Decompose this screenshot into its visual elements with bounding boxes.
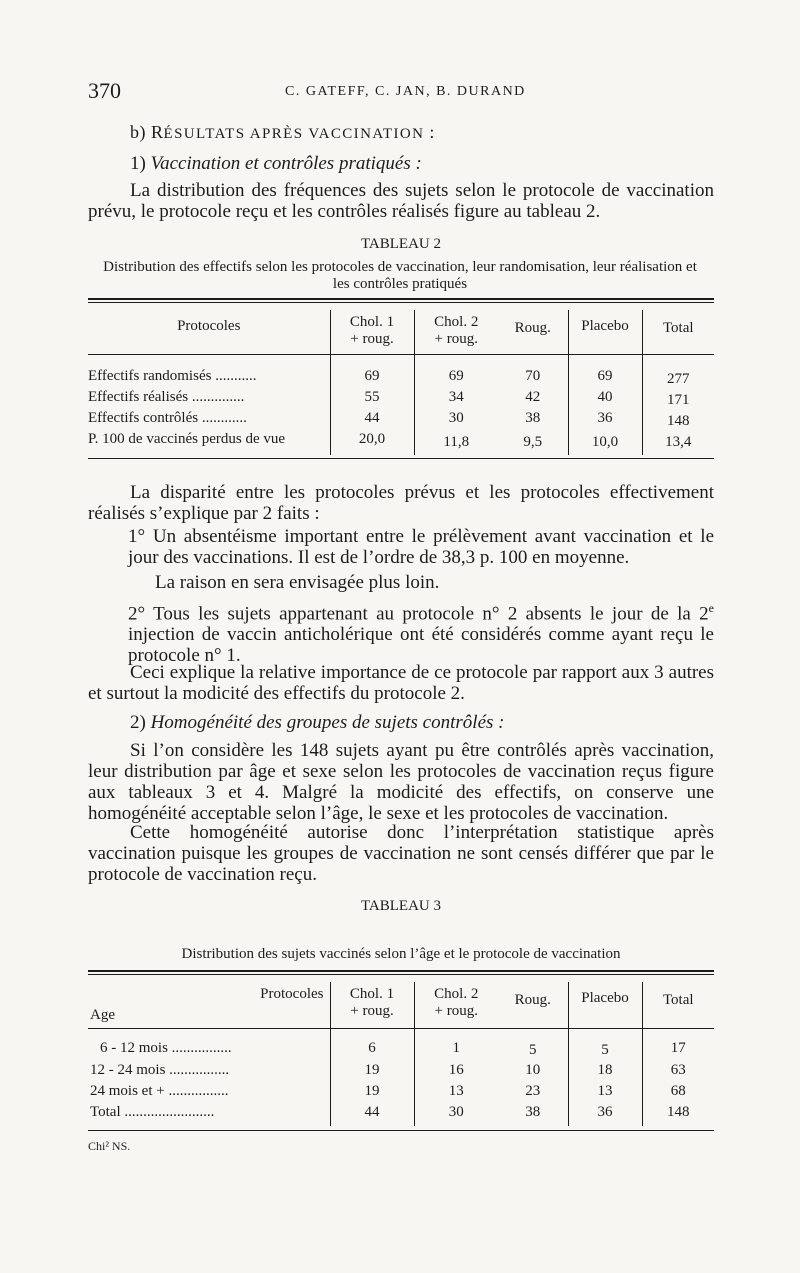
- table-2-row-label: Effectifs réalisés ..............: [88, 389, 245, 405]
- table-2-top-rule-2: [88, 302, 714, 303]
- table-3-header-col4: Placebo: [568, 982, 642, 1026]
- table-cell: 19: [330, 1062, 414, 1083]
- table-cell: 36: [568, 1104, 642, 1126]
- paragraph-2: La disparité entre les protocoles prévus et les protocoles effectivement réalisés s’explique par 2 faits :: [88, 482, 714, 524]
- table-cell: 13,4: [642, 431, 714, 455]
- table-2-top-rule: [88, 298, 714, 300]
- table-2-header-col1-line2: + roug.: [350, 331, 394, 347]
- section-b-smallcaps: ÉSULTATS APRÈS VACCINATION: [163, 126, 425, 142]
- table-3-bottom-rule: [88, 1130, 714, 1131]
- table-cell: 30: [414, 410, 498, 431]
- table-cell: 44: [330, 410, 414, 431]
- table-cell: 40: [568, 389, 642, 410]
- section-2-heading: [130, 712, 504, 734]
- table-3-header-col1-line1: Chol. 1: [349, 986, 395, 1002]
- table-cell: 16: [414, 1062, 498, 1083]
- table-3-header-col1: [330, 982, 414, 1026]
- table-3-header-col2: [414, 982, 498, 1026]
- table-cell: 10: [525, 1062, 541, 1078]
- list-item-2: [128, 598, 714, 666]
- section-2-title: Homogénéité des groupes de sujets contrôlés :: [150, 712, 505, 733]
- table-cell: 6: [330, 1040, 414, 1062]
- running-head: C. GATEFF, C. JAN, B. DURAND: [285, 84, 526, 99]
- paragraph-3: Ceci explique la relative importance de ce protocole par rapport aux 3 autres et surtout la modicité des effectifs du protocole 2.: [88, 662, 714, 704]
- section-b-prefix: b) R: [130, 122, 164, 142]
- table-3-header-label-top: Protocoles: [260, 986, 324, 1002]
- list-item-1: [128, 526, 714, 568]
- table-3-header-label: [88, 982, 330, 1026]
- section-2-number: 2): [130, 712, 146, 733]
- table-row: [88, 368, 714, 389]
- table-3-row-label: 24 mois et + ................: [90, 1083, 229, 1099]
- table-cell: 171: [642, 389, 714, 410]
- table-cell: 23: [525, 1083, 541, 1099]
- table-3-header-label-bottom: Age: [90, 1007, 115, 1023]
- table-cell: 55: [330, 389, 414, 410]
- table-2-row-label: P. 100 de vaccinés perdus de vue: [88, 431, 286, 447]
- table-2-header-col2-line1: Chol. 2: [434, 314, 479, 330]
- table-cell: 1: [414, 1040, 498, 1062]
- table-2-header-row: [88, 310, 714, 354]
- list-item-2-text-b: injection de vaccin anticholérique ont été considérés comme ayant reçu le protocole n° 1.: [128, 624, 714, 667]
- section-b-heading: [130, 122, 435, 143]
- table-row: [88, 389, 714, 410]
- table-cell: 69: [414, 368, 498, 389]
- table-2-bottom-rule: [88, 458, 714, 459]
- table-cell: 18: [568, 1062, 642, 1083]
- table-row: [88, 1083, 714, 1104]
- table-row: [88, 1040, 714, 1062]
- table-2-header-col2-line2: + roug.: [434, 331, 478, 347]
- table-cell: 5: [568, 1040, 642, 1062]
- table-cell: 38: [525, 410, 541, 426]
- paragraph-5: Cette homogénéité autorise donc l’interprétation statistique après vaccination puisque les groupes de vaccination ne sont censés différer que par le protocole de vaccination reçu.: [88, 822, 714, 885]
- table-2-header-col4: Placebo: [568, 310, 642, 354]
- table-cell: 44: [330, 1104, 414, 1126]
- table-cell: 34: [414, 389, 498, 410]
- table-cell: 13: [414, 1083, 498, 1104]
- table-2-title: TABLEAU 2: [360, 236, 442, 252]
- list-item-2-text-a: Tous les sujets appartenant au protocole n° 2 absents le jour de la 2: [153, 603, 709, 625]
- table-cell: 13: [568, 1083, 642, 1104]
- table-cell: 9,5: [523, 434, 543, 450]
- table-cell: 38: [525, 1104, 541, 1120]
- table-3-top-rule: [88, 970, 714, 972]
- table-cell: 148: [642, 410, 714, 431]
- table-2: [88, 310, 714, 455]
- list-item-1-text: Un absentéisme important entre le prélèvement avant vaccination et le jour des vaccinations. Il est de l’ordre de 38,3 p. 100 en moyenne.: [128, 526, 715, 568]
- table-cell: 69: [330, 368, 414, 389]
- table-cell: 10,0: [568, 431, 642, 455]
- table-3-header-col3: Roug.: [514, 992, 551, 1008]
- table-cell: 30: [414, 1104, 498, 1126]
- list-item-1-marker: 1°: [128, 526, 146, 547]
- table-3-header-row: [88, 982, 714, 1026]
- table-2-header-col2: [414, 310, 498, 354]
- table-2-header-col5: Total: [642, 310, 714, 354]
- table-3-description: Distribution des sujets vaccinés selon l’âge et le protocole de vaccination: [181, 946, 621, 962]
- table-cell: 63: [642, 1062, 714, 1083]
- page-number: 370: [88, 78, 121, 103]
- section-1-heading: [130, 153, 422, 175]
- table-cell: 36: [568, 410, 642, 431]
- list-item-2-marker: 2°: [128, 603, 146, 625]
- table-cell: 17: [642, 1040, 714, 1062]
- table-3-note: Chi² NS.: [88, 1139, 131, 1153]
- table-3-row-label: Total ........................: [90, 1104, 215, 1120]
- table-cell: 5: [529, 1042, 537, 1058]
- list-item-1-continuation: La raison en sera envisagée plus loin.: [155, 572, 440, 593]
- table-cell: 68: [642, 1083, 714, 1104]
- table-3-header-col2-line1: Chol. 2: [434, 986, 479, 1002]
- table-row: [88, 1104, 714, 1126]
- table-row: [88, 410, 714, 431]
- table-2-header-label: Protocoles: [177, 318, 241, 334]
- table-row: [88, 431, 714, 455]
- table-row: [88, 1062, 714, 1083]
- section-1-title: Vaccination et contrôles pratiqués :: [150, 153, 422, 174]
- table-3-header-col5: Total: [642, 982, 714, 1026]
- table-3-title: TABLEAU 3: [360, 898, 442, 914]
- list-item-2-superscript: e: [708, 601, 714, 615]
- table-3: [88, 982, 714, 1126]
- table-3-row-label: 6 - 12 mois ................: [100, 1040, 232, 1056]
- paragraph-1: La distribution des fréquences des sujets selon le protocole de vaccination prévu, le protocole reçu et les contrôles réalisés figure au tableau 2.: [88, 180, 714, 222]
- table-3-top-rule-2: [88, 974, 714, 975]
- table-3-header-col1-line2: + roug.: [350, 1003, 394, 1019]
- table-cell: 11,8: [414, 431, 498, 455]
- table-2-header-col1-line1: Chol. 1: [349, 314, 395, 330]
- table-2-header-col3: Roug.: [514, 320, 551, 336]
- table-cell: 20,0: [330, 431, 414, 455]
- table-cell: 42: [525, 389, 541, 405]
- paragraph-4: Si l’on considère les 148 sujets ayant pu être contrôlés après vaccination, leur distribution par âge et sexe selon les protocoles de vaccination reçus figure aux tableaux 3 et 4. Malgré la modicité des effectifs, on conserve une homogénéité acceptable selon l’âge, le sexe et les protocoles de vaccination.: [88, 740, 714, 824]
- table-2-description: Distribution des effectifs selon les protocoles de vaccination, leur randomisation, leur réalisation et les contrôles pratiqués: [103, 259, 697, 292]
- table-cell: 69: [568, 368, 642, 389]
- table-2-header-col1: [330, 310, 414, 354]
- table-2-row-label: Effectifs randomisés ...........: [88, 368, 257, 384]
- table-2-grid: [88, 310, 714, 455]
- table-cell: 19: [330, 1083, 414, 1104]
- table-cell: 70: [525, 368, 541, 384]
- table-3-row-label: 12 - 24 mois ................: [90, 1062, 230, 1078]
- table-3-header-col2-line2: + roug.: [434, 1003, 478, 1019]
- section-b-suffix: :: [424, 122, 435, 142]
- table-3-grid: [88, 982, 714, 1126]
- section-1-number: 1): [130, 153, 146, 174]
- table-2-row-label: Effectifs contrôlés ............: [88, 410, 247, 426]
- table-cell: 148: [642, 1104, 714, 1126]
- table-cell: 277: [642, 368, 714, 389]
